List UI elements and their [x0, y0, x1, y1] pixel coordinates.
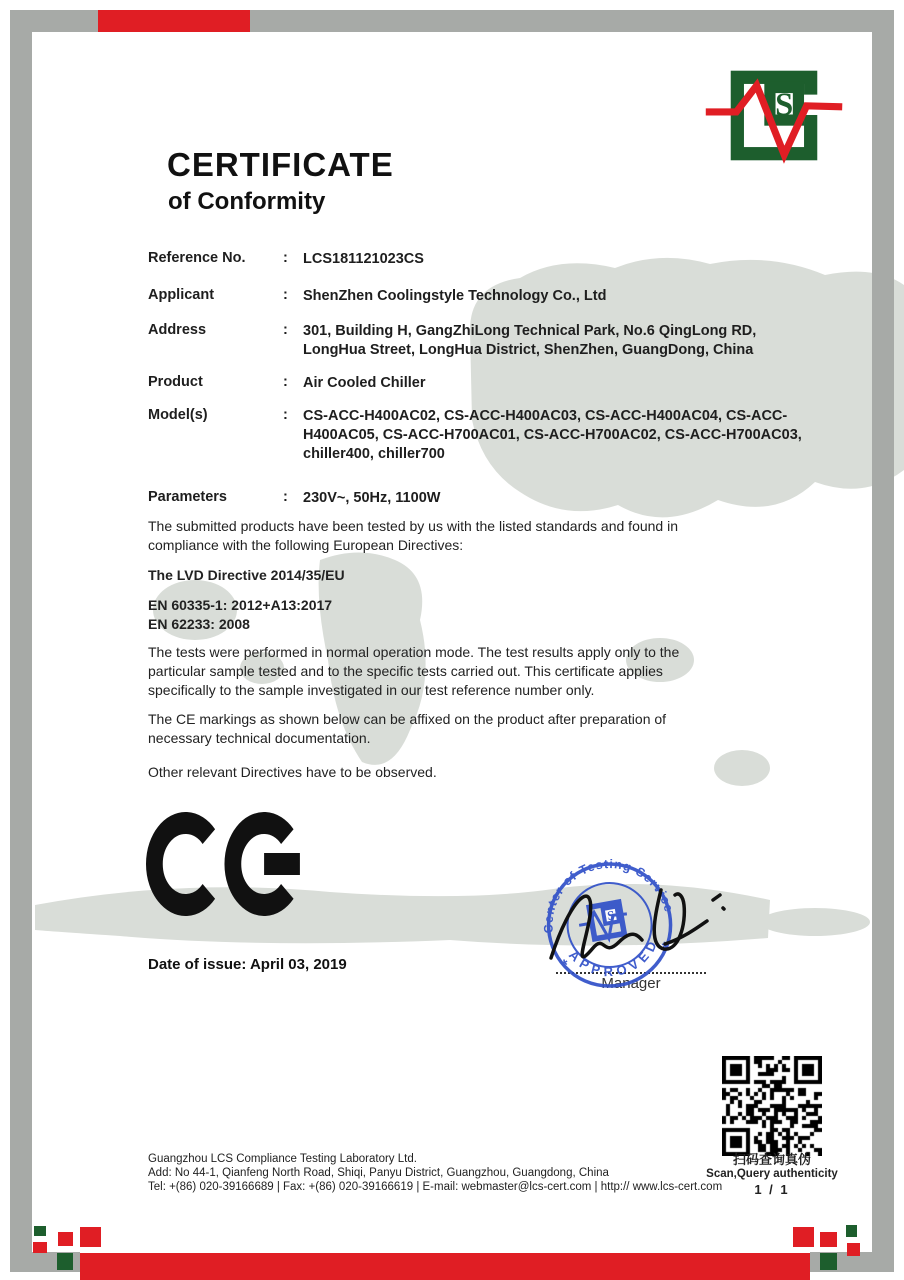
field-label: Reference No.: [148, 250, 246, 266]
field-colon: :: [283, 250, 288, 266]
footer: [148, 1152, 722, 1194]
standard-en62233: EN 62233: 2008: [148, 616, 250, 632]
field-label: Parameters: [148, 489, 227, 505]
paragraph-intro: The submitted products have been tested by us with the listed standards and found in compliance with the following European Directives:: [148, 518, 678, 553]
paragraph-ce-note: The CE markings as shown below can be affixed on the product after preparation of necessary technical documentation.: [148, 711, 667, 746]
field-value: 301, Building H, GangZhiLong Technical Park, No.6 QingLong RD, LongHua Street, LongHua District, ShenZhen, GuangDong, China: [303, 323, 757, 358]
corner-decor: [820, 1232, 837, 1247]
field-colon: :: [283, 407, 288, 423]
corner-decor: [820, 1253, 837, 1270]
stamp-arc-bottom: APPROVED: [566, 934, 662, 980]
field-value: ShenZhen Coolingstyle Technology Co., Ltd: [303, 288, 607, 304]
standard-en60335: EN 60335-1: 2012+A13:2017: [148, 597, 333, 613]
date-of-issue: Date of issue: April 03, 2019: [148, 956, 347, 973]
field-colon: :: [283, 374, 288, 390]
bottom-red-bar: [80, 1253, 810, 1280]
certificate-title: CERTIFICATE: [167, 146, 394, 183]
field-label: Product: [148, 374, 203, 390]
manager-label: Manager: [601, 975, 661, 992]
lcs-logo: [718, 66, 830, 165]
lvd-directive: The LVD Directive 2014/35/EU: [148, 567, 345, 583]
field-value: LCS181121023CS: [303, 251, 424, 267]
footer-contact: Tel: +(86) 020-39166689 | Fax: +(86) 020-39166619 | E-mail: webmaster@lcs-cert.com | http:// www.lcs-cert.com: [148, 1181, 723, 1193]
corner-decor: [847, 1243, 860, 1256]
ce-mark-icon: [146, 812, 306, 921]
certificate-subtitle: of Conformity: [168, 188, 326, 215]
paragraph-other-directives: Other relevant Directives have to be observed.: [148, 764, 437, 780]
frame-right: [872, 10, 894, 1272]
field-label: Model(s): [148, 407, 208, 423]
top-red-bar: [98, 10, 250, 32]
field-value: Air Cooled Chiller: [303, 375, 426, 391]
field-value: 230V~, 50Hz, 1100W: [303, 490, 441, 506]
corner-decor: [33, 1242, 47, 1253]
stamp-star-right: *: [660, 939, 670, 958]
page-number: 1 / 1: [754, 1182, 790, 1197]
field-colon: :: [283, 489, 288, 505]
corner-decor: [58, 1232, 73, 1246]
corner-decor: [846, 1225, 857, 1237]
qr-code: [722, 1056, 822, 1156]
corner-decor: [793, 1227, 814, 1247]
stamp-star-left: *: [560, 956, 570, 975]
stamp-logo-s-letter: S: [606, 907, 616, 924]
field-value: CS-ACC-H400AC02, CS-ACC-H400AC03, CS-ACC-H400AC04, CS-ACC-H400AC05, CS-ACC-H700AC01, CS-ACC-H700AC02, CS-ACC-H700AC03, chiller400, chiller700: [303, 408, 802, 462]
field-label: Address: [148, 322, 207, 338]
field-colon: :: [283, 322, 288, 338]
qr-caption-en: Scan,Query authenticity: [706, 1168, 838, 1180]
corner-decor: [57, 1253, 73, 1270]
qr-caption-cn: 扫码查询真伪: [732, 1152, 811, 1167]
paragraph-tests: The tests were performed in normal operation mode. The test results apply only to the particular sample tested and to the specific tests carried out. This certificate applies specifically to the sample investigated in our test reference number only.: [148, 644, 680, 698]
footer-address: Add: No 44-1, Qianfeng North Road, Shiqi, Panyu District, Guangzhou, Guangdong, China: [148, 1167, 609, 1179]
frame-left: [10, 10, 32, 1272]
field-label: Applicant: [148, 287, 215, 303]
logo-s-letter: S: [775, 86, 794, 123]
footer-company: Guangzhou LCS Compliance Testing Laboratory Ltd.: [148, 1153, 417, 1165]
corner-decor: [80, 1227, 101, 1247]
field-colon: :: [283, 287, 288, 303]
signature: [545, 878, 730, 988]
stamp-arc-top: Center of Testing Service: [541, 856, 677, 934]
corner-decor: [34, 1226, 46, 1236]
